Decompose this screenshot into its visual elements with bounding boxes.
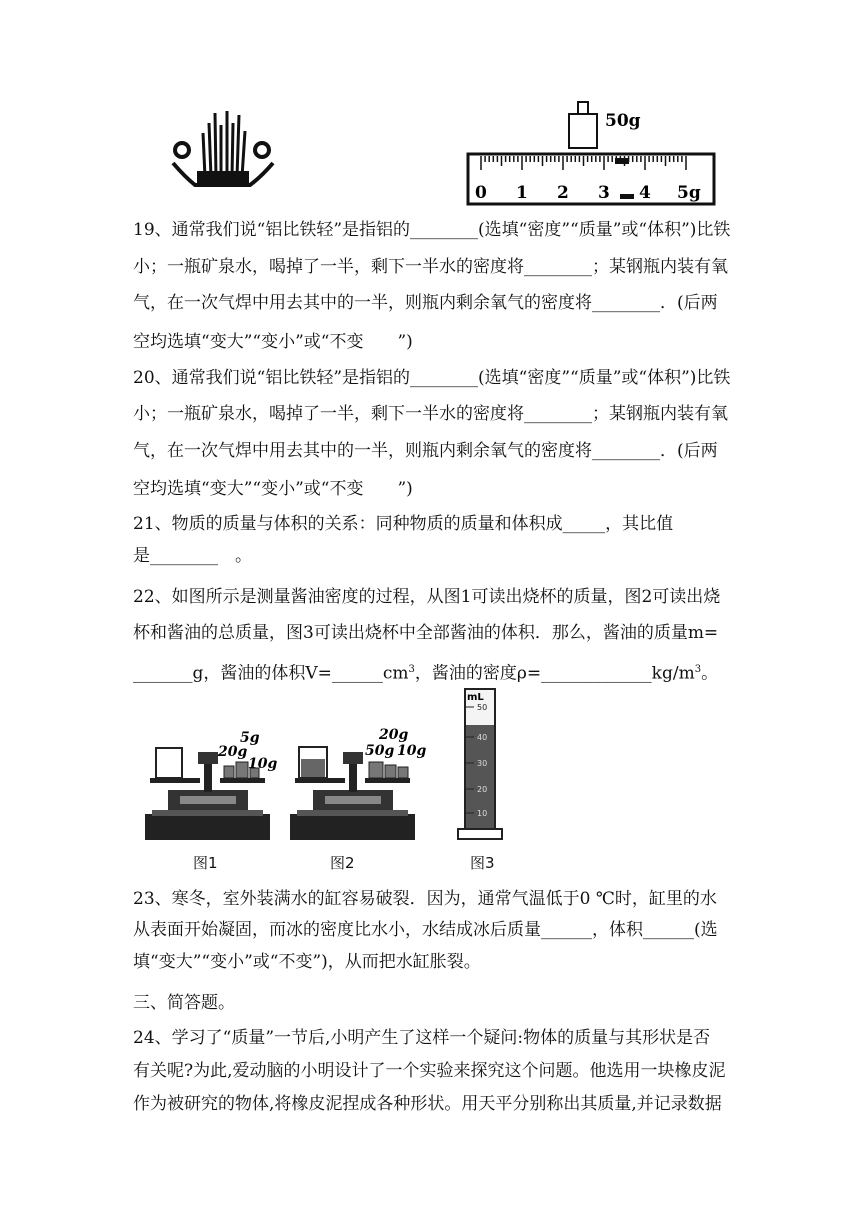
fig2-weight-label: 10g (397, 743, 427, 759)
q22-line2: 杯和酱油的总质量，图3可读出烧杯中全部酱油的体积．那么，酱油的质量m= (133, 623, 719, 643)
q19-line3: 气，在一次气焊中用去其中的一半，则瓶内剩余氧气的密度将________．(后两 (133, 293, 718, 313)
q23-line2: 从表面开始凝固，而冰的密度比水小，水结成冰后质量______，体积______(选 (133, 920, 718, 940)
scale-tick-label: 4 (639, 183, 651, 203)
cylinder-tick-label: 30 (477, 759, 488, 768)
top-left-sketch (165, 105, 280, 200)
q24-line3: 作为被研究的物体,将橡皮泥捏成各种形状。用天平分别称出其质量,并记录数据 (133, 1094, 722, 1114)
q20-line2: 小；一瓶矿泉水，喝掉了一半，剩下一半水的密度将________；某钢瓶内装有氧 (133, 404, 728, 424)
q22-line3-part-a: _______g，酱油的体积V=______cm (133, 663, 409, 684)
fig2-weight-label: 20g (379, 727, 409, 743)
q22-line1: 22、如图所示是测量酱油密度的过程，从图1可读出烧杯的质量，图2可读出烧 (133, 587, 721, 607)
scale-tick-label: 0 (475, 183, 487, 203)
q20-line3: 气，在一次气焊中用去其中的一半，则瓶内剩余氧气的密度将________．(后两 (133, 441, 718, 461)
q24-line2: 有关呢?为此,爱动脑的小明设计了一个实验来探究这个问题。他选用一块橡皮泥 (133, 1061, 726, 1081)
q24-line1: 24、学习了“质量”一节后,小明产生了这样一个疑问:物体的质量与其形状是否 (133, 1028, 711, 1048)
weight-label: 50g (605, 111, 641, 131)
cylinder-unit-label: mL (467, 692, 484, 703)
cylinder-tick-label: 10 (477, 809, 488, 818)
q20-line4: 空均选填“变大”“变小”或“不变 ”) (133, 479, 413, 499)
scale-tick-label: 3 (598, 183, 610, 203)
q19-line1: 19、通常我们说“铝比铁轻”是指铝的________(选填“密度”“质量”或“体积”)比铁 (133, 220, 731, 240)
scale-tick-label: 5g (677, 183, 701, 203)
q22-line3-part-c: 。 (701, 663, 719, 684)
figure-1-balance (140, 730, 280, 845)
q21-line2: 是________ 。 (133, 546, 252, 566)
q23-line1: 23、寒冬，室外装满水的缸容易破裂．因为，通常气温低于0 ℃时，缸里的水 (133, 889, 717, 909)
cylinder-tick-label: 40 (477, 733, 488, 742)
q22-line3-part-b: ，酱油的密度ρ=_____________kg/m (414, 663, 695, 684)
q22-sup-2: 3 (694, 664, 702, 675)
figure-3-caption: 图3 (470, 854, 495, 872)
fig1-weight-label: 20g (218, 744, 248, 760)
weight-and-scale-figure (465, 98, 720, 208)
q22-line3 (133, 659, 718, 685)
scale-tick-label: 1 (516, 183, 528, 203)
q19-line2: 小；一瓶矿泉水，喝掉了一半，剩下一半水的密度将________；某钢瓶内装有氧 (133, 257, 728, 277)
section-3-heading: 三、简答题。 (133, 993, 235, 1013)
fig2-weight-label: 50g (365, 743, 395, 759)
scale-tick-label: 2 (557, 183, 569, 203)
q19-line4: 空均选填“变大”“变小”或“不变 ”) (133, 332, 413, 352)
q22-sup-1: 3 (408, 664, 415, 675)
cylinder-tick-label: 20 (477, 785, 488, 794)
q21-line1: 21、物质的质量与体积的关系：同种物质的质量和体积成_____，其比值 (133, 514, 674, 534)
q20-line1: 20、通常我们说“铝比铁轻”是指铝的________(选填“密度”“质量”或“体积”)比铁 (133, 368, 731, 388)
fig1-weight-label: 10g (248, 756, 278, 772)
figure-2-balance (285, 725, 430, 845)
figure-3-cylinder (455, 685, 505, 845)
fig1-weight-label: 5g (240, 730, 260, 746)
q23-line3: 填“变大”“变小”或“不变”)，从而把水缸胀裂。 (133, 952, 481, 972)
figure-2-caption: 图2 (330, 854, 355, 872)
figure-1-caption: 图1 (193, 854, 218, 872)
cylinder-tick-label: 50 (477, 703, 488, 712)
